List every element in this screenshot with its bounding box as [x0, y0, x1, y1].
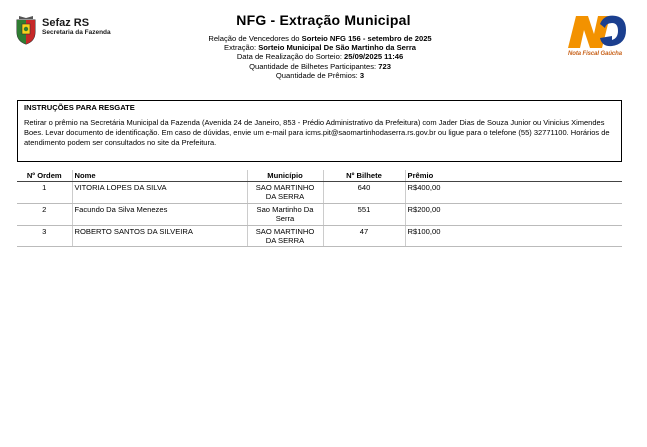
order-cell: 1 — [17, 182, 72, 204]
col-prize: Prêmio — [405, 170, 622, 182]
report-label: Relação de Vencedores do — [208, 34, 302, 43]
col-city: Município — [247, 170, 323, 182]
prize-cell: R$100,00 — [405, 225, 622, 247]
report-header — [0, 0, 647, 90]
prizes-line — [150, 71, 490, 80]
city-cell: Sao Martinho Da Serra — [247, 203, 323, 225]
page-title: NFG - Extração Municipal — [236, 12, 411, 28]
report-value: Sorteio NFG 156 - setembro de 2025 — [301, 34, 432, 43]
city-cell: SAO MARTINHO DA SERRA — [247, 182, 323, 204]
col-name: Nome — [72, 170, 247, 182]
prize-cell: R$200,00 — [405, 203, 622, 225]
name-cell: Facundo Da Silva Menezes — [72, 203, 247, 225]
table-row — [17, 225, 622, 247]
ticket-cell: 551 — [323, 203, 405, 225]
instructions-title: INSTRUÇÕES PARA RESGATE — [24, 103, 135, 112]
draw-date-line — [150, 52, 490, 61]
table-row — [17, 203, 622, 225]
tickets-label: Quantidade de Bilhetes Participantes: — [249, 61, 379, 71]
name-cell: ROBERTO SANTOS DA SILVEIRA — [72, 225, 247, 247]
report-line — [150, 34, 490, 43]
nfg-caption: Nota Fiscal Gaúcha — [568, 51, 622, 57]
col-ticket: Nº Bilhete — [323, 170, 405, 182]
instructions-body: Retirar o prêmio na Secretária Municipal da Fazenda (Avenida 24 de Janeiro, 853 - Prédio Administrativo da Prefeitura) com Jader Dias de Souza Junior ou Vinicius Ximendes Boes. Levar documento de identificação. Em caso de dúvidas, envie um e-mail para icms.pit@saomartinhodaserra.rs.gov.br ou ligue para o telefone (55) 32771100. Horários de atendimento podem ser consultados no site da Prefeitura. — [24, 118, 610, 147]
extraction-label: Extração: — [224, 43, 259, 53]
ticket-cell: 640 — [323, 182, 405, 204]
order-cell: 2 — [17, 203, 72, 225]
ticket-cell: 47 — [323, 225, 405, 247]
order-cell: 3 — [17, 225, 72, 247]
tickets-line — [150, 62, 490, 71]
prizes-value: 3 — [359, 70, 365, 80]
table-header-row — [17, 170, 622, 182]
sefaz-subtitle: Secretaria da Fazenda — [42, 29, 111, 36]
extraction-line — [150, 43, 490, 52]
winners-table — [17, 170, 622, 247]
city-cell: SAO MARTINHO DA SERRA — [247, 225, 323, 247]
prize-cell: R$400,00 — [405, 182, 622, 204]
report-metadata — [150, 34, 490, 80]
name-cell: VITORIA LOPES DA SILVA — [72, 182, 247, 204]
prizes-label: Quantidade de Prêmios: — [275, 70, 360, 80]
draw-date-value: 25/09/2025 11:46 — [344, 52, 404, 62]
table-row — [17, 182, 622, 204]
col-order: Nº Ordem — [17, 170, 72, 182]
redemption-instructions — [17, 100, 622, 162]
draw-date-label: Data de Realização do Sorteio: — [236, 52, 345, 62]
sefaz-name: Sefaz RS — [42, 17, 90, 29]
tickets-value: 723 — [378, 61, 391, 71]
extraction-value: Sorteio Municipal De São Martinho da Serra — [258, 43, 416, 53]
